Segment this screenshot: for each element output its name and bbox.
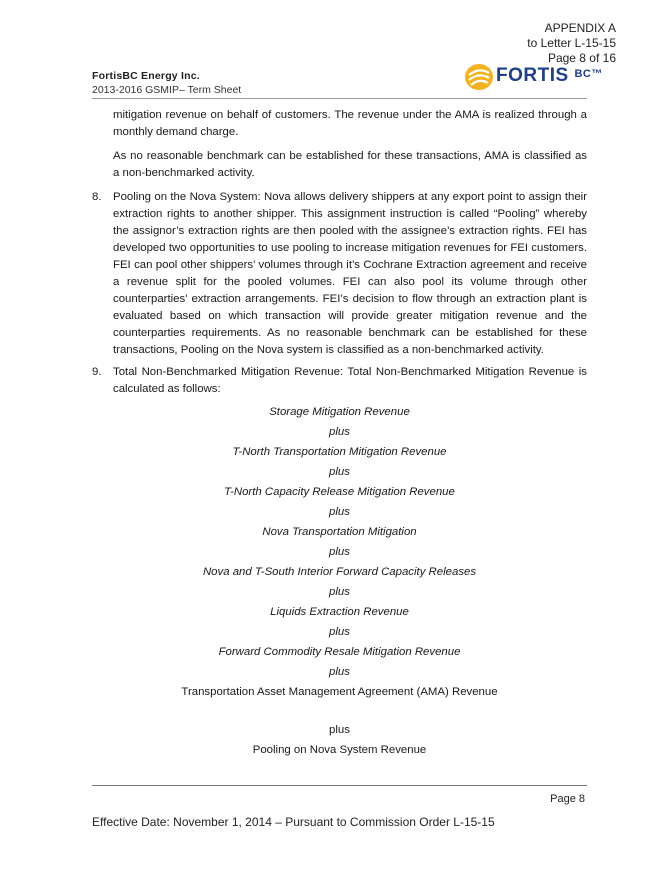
header-divider: [92, 98, 587, 99]
formula-operator: plus: [329, 426, 350, 438]
formula-operator: plus: [329, 666, 350, 678]
formula-operator: plus: [329, 466, 350, 478]
formula-term: Storage Mitigation Revenue: [269, 406, 410, 418]
formula-operator: plus: [329, 506, 350, 518]
logo-flame-icon: [464, 62, 494, 92]
list-number: 9.: [92, 366, 102, 378]
company-name: FortisBC Energy Inc.: [92, 70, 200, 82]
page-number: Page 8: [550, 793, 585, 805]
document-subtitle: 2013-2016 GSMIP– Term Sheet: [92, 84, 242, 96]
revenue-formula: [92, 404, 587, 762]
footer-divider: [92, 785, 587, 786]
logo-wordmark: FORTIS $^{BC™}$: [496, 65, 603, 86]
formula-term: Pooling on Nova System Revenue: [252, 744, 427, 756]
formula-operator: plus: [329, 724, 350, 736]
formula-operator: plus: [329, 626, 350, 638]
list-item-8: [92, 189, 587, 359]
formula-operator: plus: [329, 546, 350, 558]
effective-date: Effective Date: November 1, 2014 – Pursuant to Commission Order L-15-15: [92, 815, 495, 829]
list-text: Total Non-Benchmarked Mitigation Revenue: Total Non-Benchmarked Mitigation Revenue is calculated as follows:: [113, 366, 587, 395]
formula-spacer: [92, 704, 587, 722]
list-item-9: [92, 364, 587, 398]
list-text: Pooling on the Nova System: Nova allows delivery shippers at any export point to assign their extraction rights to another shipper. This assignment instruction is called “Pooling” whereby the assignor’s extraction rights are then pooled with the assignee’s extraction rights. FEI has developed two opportunities to use pooling to increase mitigation revenues for FEI customers. FEI can pool other shippers’ volumes through it’s Cochrane Extraction agreement and receive a revenue split for the pooled volumes. FEI can also pool its volume through other counterparties’ extraction arrangements. FEI’s decision to flow through an extraction plant is evaluated based on which transaction will provide greater mitigation revenue and the counterparties requirements. As no reasonable benchmark can be established for these transactions, Pooling on the Nova system is classified as a non-benchmarked activity.: [113, 191, 587, 356]
document-body: [92, 107, 587, 762]
appendix-reference: [527, 21, 616, 66]
formula-term: T-North Transportation Mitigation Revenue: [232, 446, 447, 458]
paragraph-ama-classification: As no reasonable benchmark can be established for these transactions, AMA is classified as a non-benchmarked activity.: [113, 150, 587, 179]
formula-term: Forward Commodity Resale Mitigation Revenue: [218, 646, 461, 658]
formula-operator: plus: [329, 586, 350, 598]
formula-term: Nova Transportation Mitigation: [262, 526, 417, 538]
paragraph-ama-revenue: mitigation revenue on behalf of customers. The revenue under the AMA is realized through a monthly demand charge.: [113, 109, 587, 138]
fortisbc-logo: [464, 62, 603, 92]
formula-term: Liquids Extraction Revenue: [270, 606, 409, 618]
formula-term: Nova and T-South Interior Forward Capacity Releases: [202, 566, 477, 578]
formula-term: T-North Capacity Release Mitigation Revenue: [224, 486, 455, 498]
formula-term: Transportation Asset Management Agreement (AMA) Revenue: [181, 686, 498, 698]
appendix-letter: to Letter L-15-15: [527, 36, 616, 50]
list-number: 8.: [92, 191, 102, 203]
appendix-page: Page 8 of 16: [547, 51, 616, 65]
appendix-title: APPENDIX A: [544, 21, 616, 35]
